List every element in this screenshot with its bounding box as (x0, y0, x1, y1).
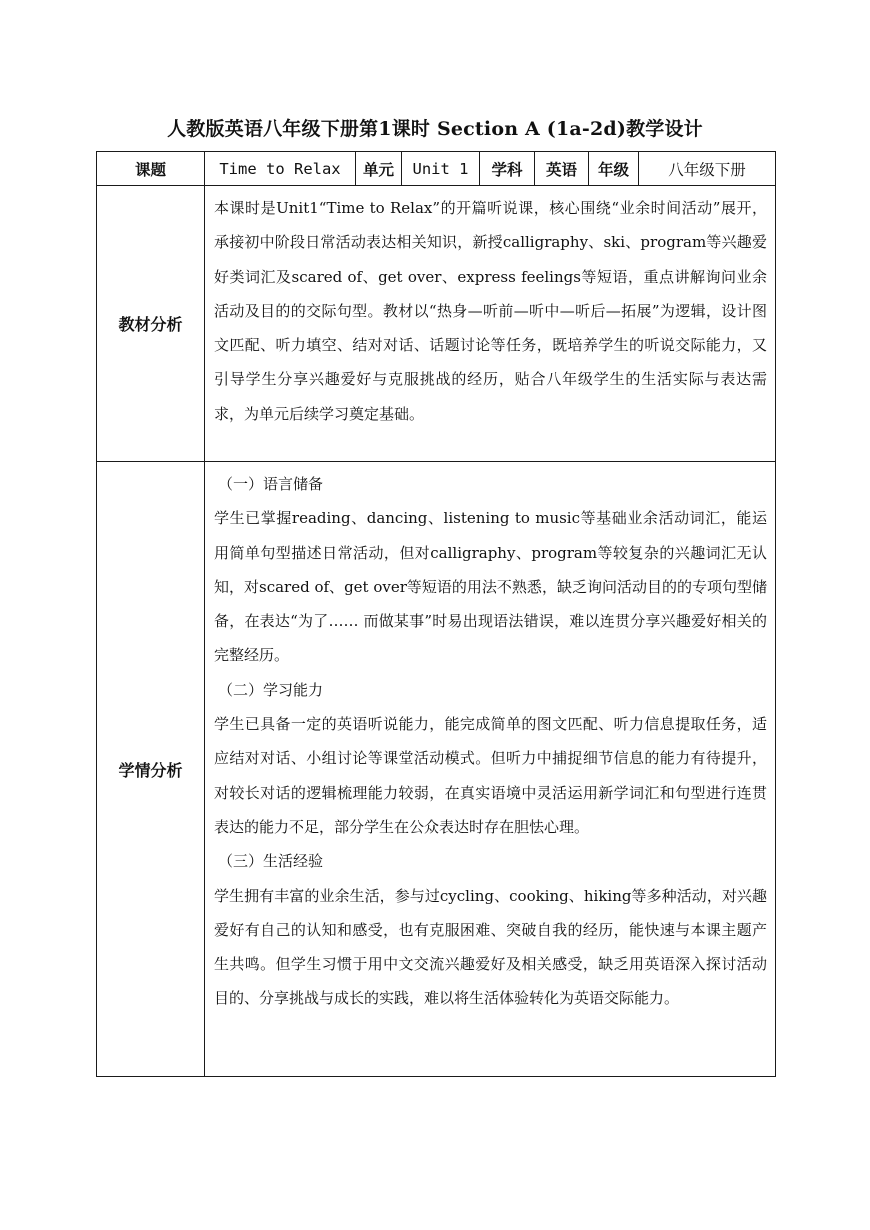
student-analysis-cell (205, 462, 776, 1077)
textbook-analysis-text: 本课时是Unit1“Time to Relax”的开篇听说课，核心围绕“业余时间活动”展开，承接初中阶段日常活动表达相关知识，新授calligraphy、ski、program等兴趣爱好类词汇及scared of、get over、express feelings等短语，重点讲解询问业余活动及目的的交际句型。教材以“热身—听前—听中—听后—拓展”为逻辑，设计图文匹配、听力填空、结对对话、话题讨论等任务，既培养学生的听说交际能力，又引导学生分享兴趣爱好与克服挑战的经历，贴合八年级学生的生活实际与表达需求，为单元后续学习奠定基础。 (214, 199, 767, 423)
subject-value: 英语 (535, 152, 589, 186)
textbook-analysis-label: 教材分析 (97, 186, 205, 462)
section-text: 学生已具备一定的英语听说能力，能完成简单的图文匹配、听力信息提取任务，适应结对对话、小组讨论等课堂活动模式。但听力中捕捉细节信息的能力有待提升，对较长对话的逻辑梳理能力较弱，在真实语境中灵活运用新学词汇和句型进行连贯表达的能力不足，部分学生在公众表达时存在胆怯心理。 (214, 715, 767, 836)
section-heading: （一）语言储备 (218, 475, 324, 493)
document-title: 人教版英语八年级下册第1课时 Section A (1a-2d)教学设计 (167, 118, 703, 140)
header-row (97, 152, 776, 186)
unit-value: Unit 1 (402, 152, 480, 186)
grade-label: 年级 (589, 152, 639, 186)
lesson-plan-table (96, 151, 776, 1077)
unit-label: 单元 (356, 152, 402, 186)
lesson-label: 课题 (97, 152, 205, 186)
lesson-value: Time to Relax (205, 152, 356, 186)
subject-label: 学科 (480, 152, 535, 186)
section-heading: （二）学习能力 (218, 680, 324, 699)
section-text: 学生拥有丰富的业余生活，参与过cycling、cooking、hiking等多种活动，对兴趣爱好有自己的认知和感受，也有克服困难、突破自我的经历，能快速与本课主题产生共鸣。但学生习惯于用中文交流兴趣爱好及相关感受，缺乏用英语深入探讨活动目的、分享挑战与成长的实践，难以将生活体验转化为英语交际能力。 (214, 886, 767, 1008)
student-analysis-row (97, 462, 776, 1077)
section-heading: （三）生活经验 (218, 852, 324, 871)
textbook-analysis-cell (205, 186, 776, 462)
grade-value: 八年级下册 (639, 152, 776, 186)
section-text: 学生已掌握reading、dancing、listening to music等基础业余活动词汇，能运用简单句型描述日常活动，但对calligraphy、program等较复杂的兴趣词汇无认知，对scared of、get over等短语的用法不熟悉，缺乏询问活动目的的专项句型储备，在表达“为了…… 而做某事”时易出现语法错误，难以连贯分享兴趣爱好相关的完整经历。 (214, 509, 767, 665)
student-analysis-label: 学情分析 (97, 462, 205, 1077)
textbook-analysis-row (97, 186, 776, 462)
